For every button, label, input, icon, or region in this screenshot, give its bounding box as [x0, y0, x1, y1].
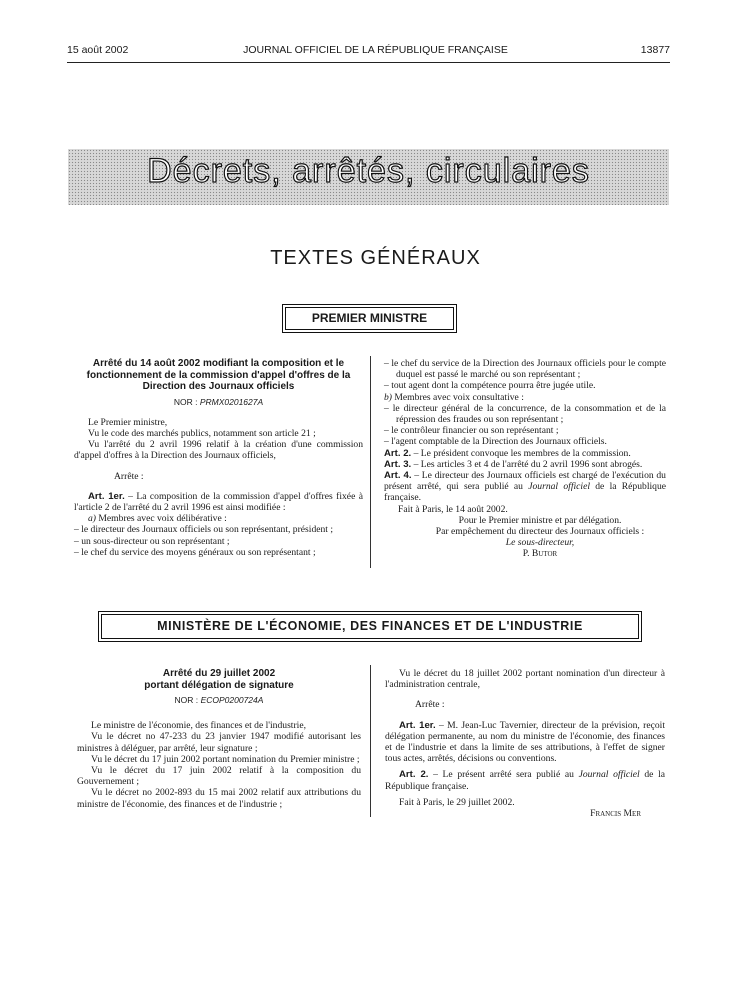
list-item: – le directeur général de la concurrence, de la consommation et de la répression des fraudes ou son représentant ;: [384, 402, 666, 426]
premier-fait: Fait à Paris, le 14 août 2002.: [398, 503, 508, 515]
art4-jo: Journal officiel: [528, 481, 590, 493]
premier-intro-1: Le Premier ministre,: [88, 416, 168, 428]
premier-sig-4: P. Butor: [522, 548, 558, 560]
a-text: Membres avec voix délibérative :: [96, 513, 227, 525]
nor-label: NOR :: [173, 396, 198, 407]
minefi-box: MINISTÈRE DE L'ÉCONOMIE, DES FINANCES ET DE L'INDUSTRIE: [101, 614, 639, 639]
art4-end: de la République française.: [384, 481, 666, 504]
premier-art2: [384, 448, 666, 459]
minefi-nor: [77, 695, 361, 706]
header-rule: [67, 62, 670, 63]
premier-nor: [74, 397, 363, 408]
banner-title: Décrets, arrêtés, circulaires: [147, 152, 590, 190]
minefi-arrete-title-2: portant délégation de signature: [144, 679, 294, 691]
sig3-text: Le sous-directeur,: [505, 537, 575, 549]
list-item: – le chef du service de la Direction des Journaux officiels pour le compte duquel est passé le marché ou son représentant ;: [384, 358, 666, 381]
premier-arrete-word: Arrête :: [114, 470, 144, 482]
minefi-art2: [385, 769, 665, 791]
premier-b: [384, 392, 666, 403]
minefi-p4: Vu le décret du 17 juin 2002 relatif à la composition du Gouvernement ;: [77, 765, 361, 788]
premier-sig-3: [384, 537, 666, 548]
minefi-art1: [385, 720, 665, 765]
art2-label: Art. 2.: [399, 769, 429, 781]
minefi-p3: Vu le décret du 17 juin 2002 portant nomination du Premier ministre ;: [91, 753, 360, 765]
premier-intro-2: Vu le code des marchés publics, notamment son article 21 ;: [88, 427, 316, 439]
art3-label: Art. 3.: [384, 458, 412, 470]
premier-a: [74, 513, 363, 524]
a-label: a): [88, 513, 96, 525]
art1-text: – La composition de la commission d'appel d'offres fixée à l'article 2 de l'arrêté du 2 avril 1996 est ainsi modifiée :: [74, 490, 363, 513]
list-item: – un sous-directeur ou son représentant ;: [74, 535, 230, 547]
nor-label: NOR :: [174, 695, 199, 705]
premier-ministre-box: PREMIER MINISTRE: [285, 307, 454, 330]
premier-art1: [74, 491, 363, 513]
minefi-arrete-title-1: Arrêté du 29 juillet 2002: [162, 668, 276, 679]
minefi-right-column: [385, 668, 665, 819]
art1-text: – M. Jean-Luc Tavernier, directeur de la prévision, reçoit délégation permanente, au nom du ministre de l'économie, des finances et de l'industrie et dans la limite de ses attributions, à l'effet de signer tous actes, arrêtés, décisions ou conventions.: [385, 719, 665, 765]
minefi-arrete-word: Arrête :: [415, 699, 445, 711]
art4-label: Art. 4.: [384, 470, 412, 482]
minefi-column-divider: [370, 665, 371, 817]
minefi-fait: Fait à Paris, le 29 juillet 2002.: [399, 796, 515, 808]
list-item: – l'agent comptable de la Direction des Journaux officiels.: [384, 436, 607, 448]
art2-text: – Le présent arrêté sera publié au: [428, 769, 579, 781]
premier-art4: [384, 470, 666, 504]
minefi-signature: Francis Mer: [590, 808, 641, 820]
header-title: JOURNAL OFFICIEL DE LA RÉPUBLIQUE FRANÇAISE: [243, 44, 508, 56]
section-banner: [68, 149, 669, 205]
header-page-number: 13877: [640, 44, 670, 56]
header-date: 15 août 2002: [67, 44, 129, 56]
list-item: – le directeur des Journaux officiels ou son représentant, président ;: [74, 524, 334, 536]
art1-label: Art. 1er.: [399, 719, 436, 731]
premier-intro-3: Vu l'arrêté du 2 avril 1996 relatif à la création d'une commission d'appel d'offres à la Direction des Journaux officiels,: [74, 439, 363, 462]
b-text: Membres avec voix consultative :: [392, 391, 524, 403]
minefi-left-column: [77, 668, 361, 810]
premier-art3: [384, 459, 666, 470]
art1-label: Art. 1er.: [88, 490, 125, 502]
premier-arrete-title: Arrêté du 14 août 2002 modifiant la composition et le fonctionnement de la commission d'appel d'offres de la Direction des Journaux officiels: [86, 358, 351, 392]
list-item: – le chef du service des moyens généraux ou son représentant ;: [74, 546, 316, 558]
premier-left-column: [74, 358, 363, 558]
art3-text: – Les articles 3 et 4 de l'arrêté du 2 avril 1996 sont abrogés.: [411, 458, 643, 470]
b-label: b): [384, 391, 392, 403]
minefi-p5: Vu le décret no 2002-893 du 15 mai 2002 relatif aux attributions du ministre de l'économie, des finances et de l'industrie ;: [77, 787, 361, 810]
art4-text: – Le directeur des Journaux officiels est chargé de l'exécution du présent arrêté, qui sera publié au: [384, 470, 666, 493]
premier-sig-2: Par empêchement du directeur des Journaux officiels :: [435, 526, 645, 538]
section-title: TEXTES GÉNÉRAUX: [270, 247, 481, 269]
art2-text: – Le président convoque les membres de la commission.: [411, 447, 631, 459]
premier-right-column: [384, 358, 666, 560]
list-item: – le contrôleur financier ou son représentant ;: [384, 425, 559, 437]
premier-sig-1: Pour le Premier ministre et par délégation.: [458, 514, 622, 526]
minefi-p2: Vu le décret no 47-233 du 23 janvier 1947 modifié autorisant les ministres à déléguer, par arrêté, leur signature ;: [77, 731, 361, 754]
art2-label: Art. 2.: [384, 447, 412, 459]
art2-jo: Journal officiel: [578, 769, 640, 781]
nor-value: PRMX0201627A: [199, 396, 264, 407]
art2-end: de la République française.: [385, 769, 665, 792]
list-item: – tout agent dont la compétence pourra être jugée utile.: [384, 380, 596, 392]
minefi-p1: Le ministre de l'économie, des finances et de l'industrie,: [91, 720, 306, 732]
nor-value: ECOP0200724A: [200, 695, 264, 705]
premier-column-divider: [370, 356, 371, 568]
minefi-p6: Vu le décret du 18 juillet 2002 portant nomination d'un directeur à l'administration centrale,: [385, 668, 665, 691]
